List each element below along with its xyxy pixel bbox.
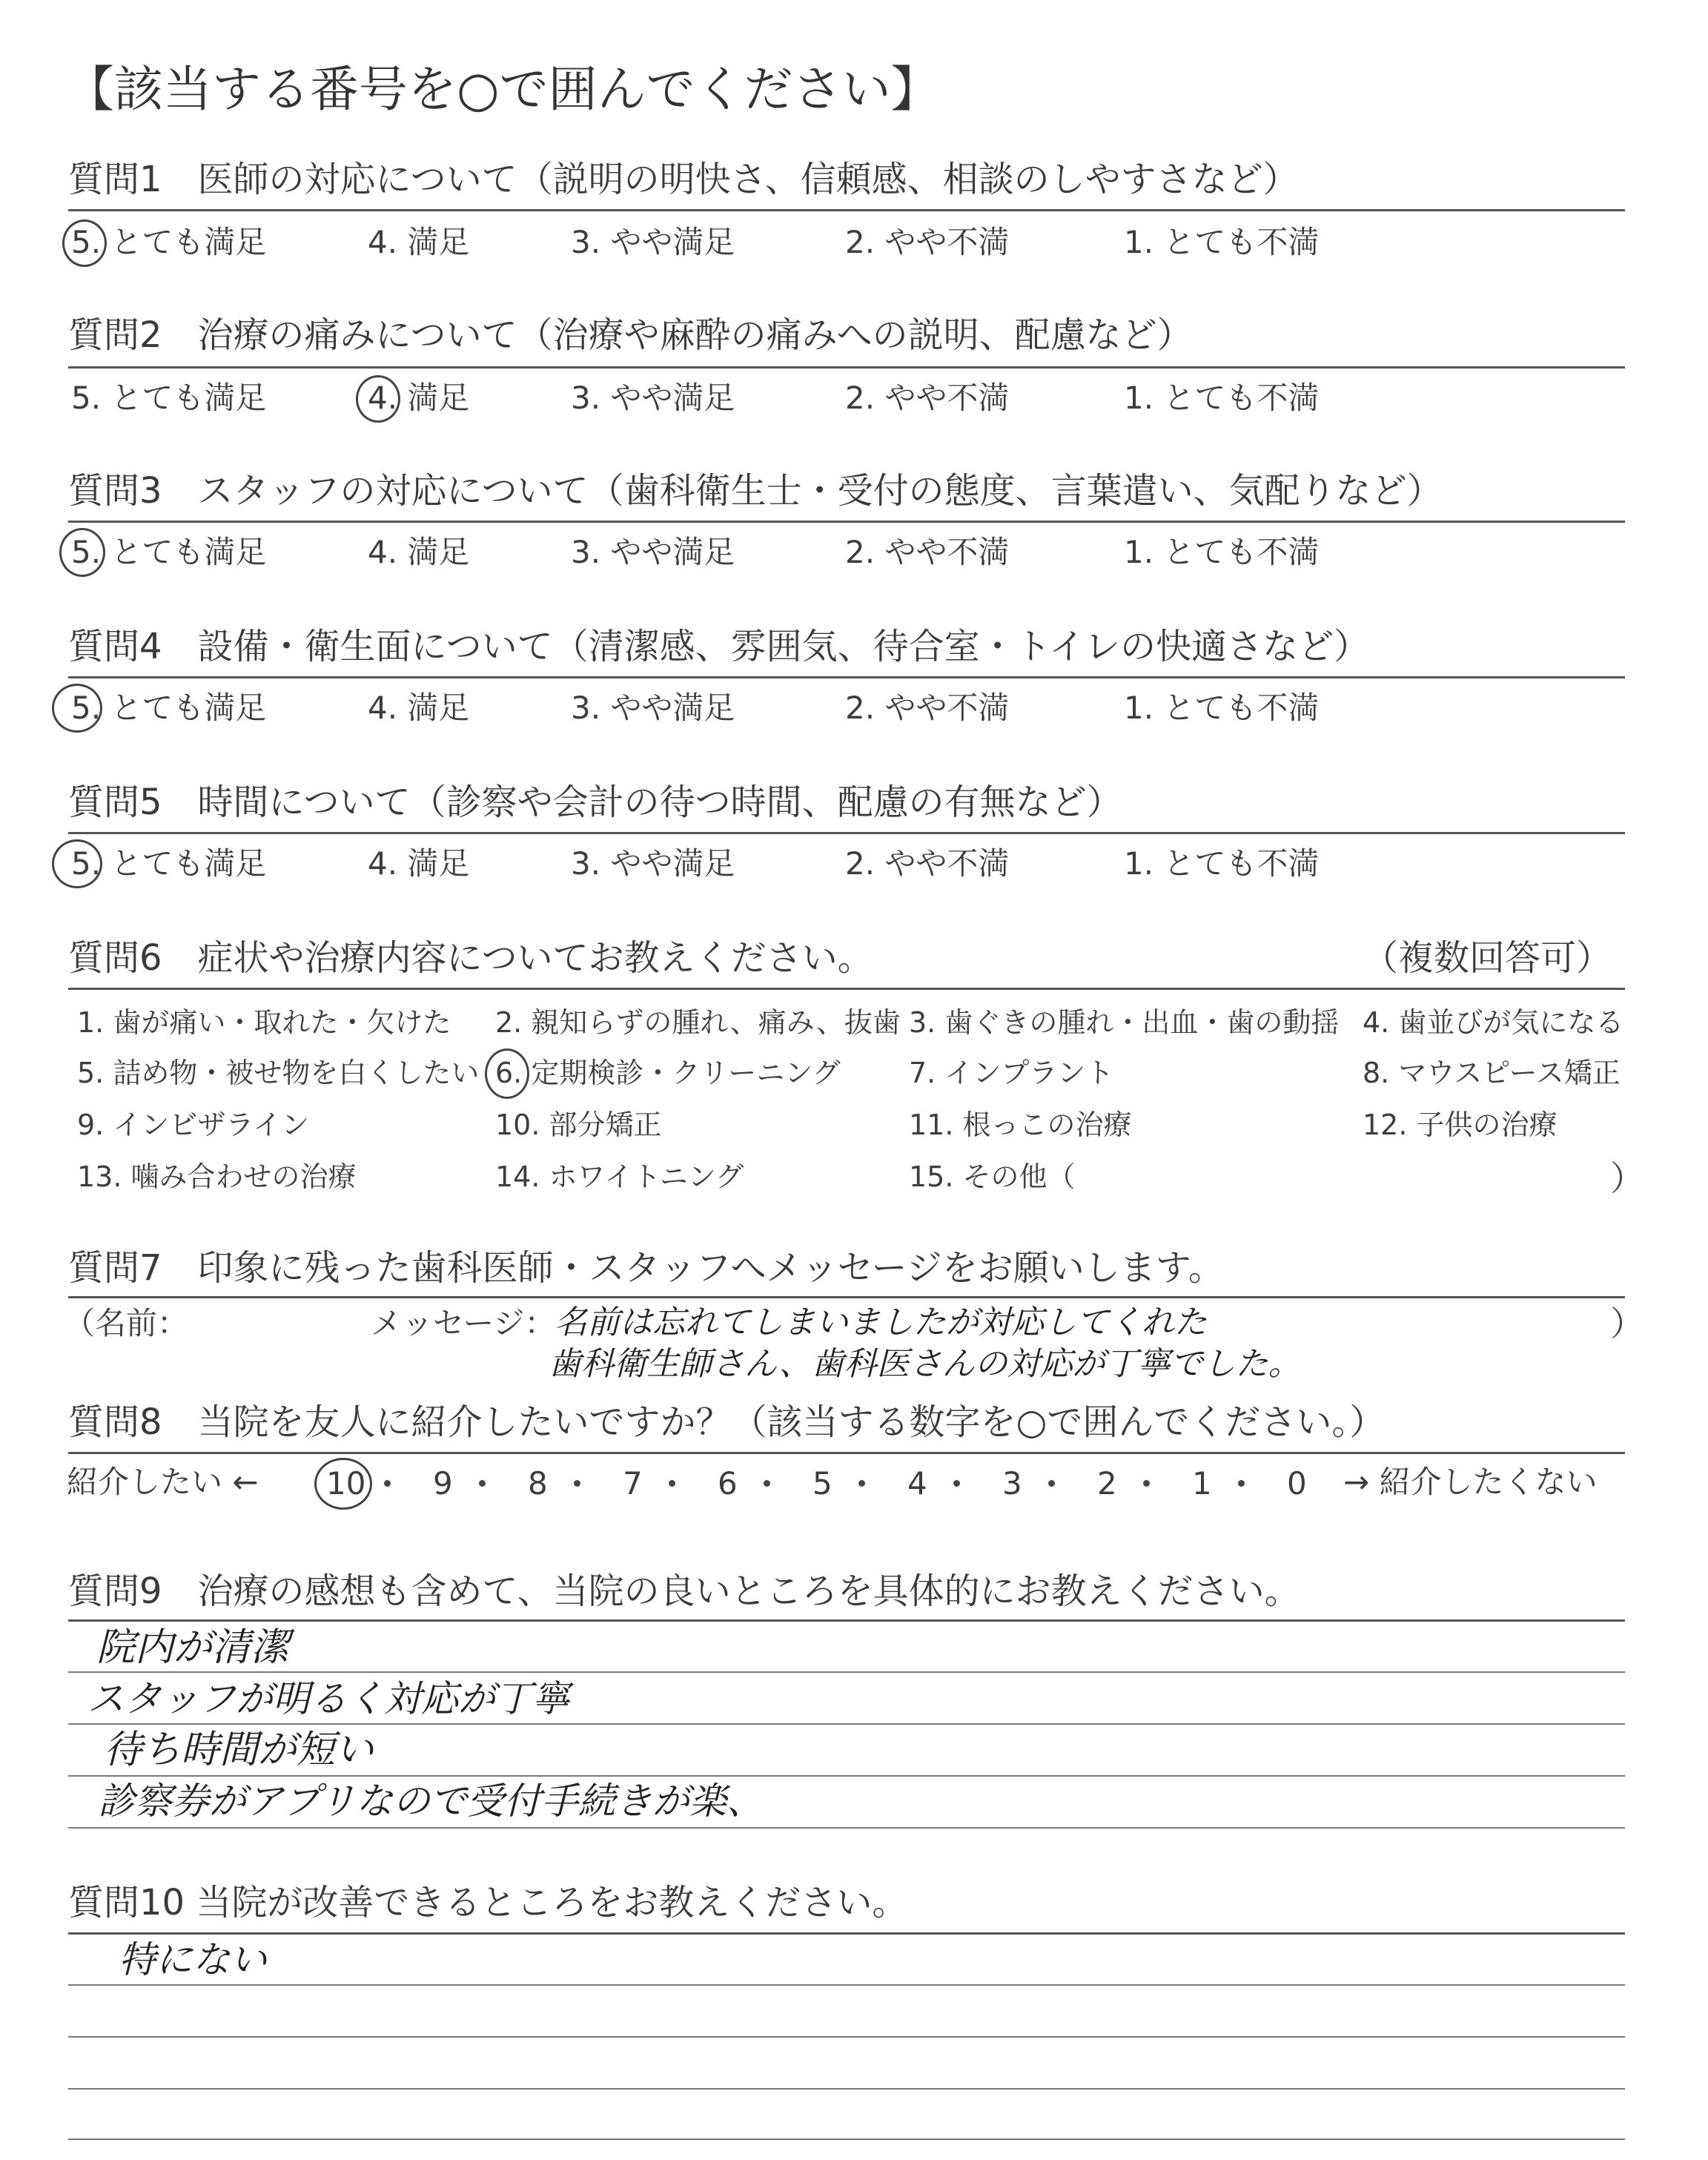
q4-option-4[interactable]: 4. 満足 <box>368 690 470 726</box>
divider <box>68 832 1625 834</box>
recommend-score-0[interactable]: 0 <box>1287 1465 1307 1502</box>
recommend-left-label: 紹介したい ← <box>67 1464 259 1500</box>
q1-option-3[interactable]: 3. やや満足 <box>571 224 735 260</box>
q6-option-15[interactable]: 15. その他（ <box>909 1160 1076 1193</box>
message-close-paren: ） <box>1610 1304 1644 1344</box>
selection-circle <box>485 1048 529 1099</box>
selection-circle <box>52 684 102 733</box>
divider <box>68 676 1625 678</box>
recommend-score-10[interactable]: 10 <box>326 1465 366 1502</box>
q9-answer-4: 診察券がアプリなので受付手続きが楽、 <box>98 1780 764 1823</box>
recommend-score-1[interactable]: 1 <box>1192 1465 1212 1502</box>
scale-separator-dot <box>1143 1480 1150 1487</box>
q5-option-3[interactable]: 3. やや満足 <box>571 845 735 882</box>
question-1-title: 質問1 医師の対応について（説明の明快さ、信頼感、相談のしやすさなど） <box>68 159 1299 200</box>
q6-option-9[interactable]: 9. インビザライン <box>77 1109 310 1141</box>
q9-answer-3: 待ち時間が短い <box>104 1728 374 1772</box>
q5-option-1[interactable]: 1. とても不満 <box>1124 845 1320 882</box>
question-2-title: 質問2 治療の痛みについて（治療や麻酔の痛みへの説明、配慮など） <box>68 314 1193 356</box>
instruction-heading: 【該当する番号を○で囲んでください】 <box>65 61 940 118</box>
handwritten-message-line-1: 名前は忘れてしまいましたが対応してくれた <box>555 1304 1207 1341</box>
question-7-title: 質問7 印象に残った歯科医師・スタッフへメッセージをお願いします。 <box>68 1247 1224 1289</box>
scale-separator-dot <box>953 1480 960 1487</box>
q6-option-5[interactable]: 5. 詰め物・被せ物を白くしたい <box>77 1057 480 1089</box>
q4-option-3[interactable]: 3. やや満足 <box>571 690 735 726</box>
q6-option-3[interactable]: 3. 歯ぐきの腫れ・出血・歯の動揺 <box>909 1006 1340 1039</box>
question-10-title: 質問10 当院が改善できるところをお教えください。 <box>68 1882 908 1923</box>
scale-separator-dot <box>384 1480 391 1487</box>
answer-line <box>68 1723 1625 1725</box>
question-3-title: 質問3 スタッフの対応について（歯科衛生士・受付の態度、言葉遣い、気配りなど） <box>68 470 1443 512</box>
selection-circle <box>52 839 102 888</box>
divider <box>68 366 1625 369</box>
handwritten-message-line-2: 歯科衛生師さん、歯科医さんの対応が丁寧でした。 <box>549 1345 1301 1383</box>
q6-option-8[interactable]: 8. マウスピース矯正 <box>1363 1057 1621 1089</box>
recommend-score-5[interactable]: 5 <box>812 1465 833 1502</box>
q3-option-2[interactable]: 2. やや不満 <box>845 534 1010 570</box>
selection-circle <box>59 528 105 577</box>
q1-option-2[interactable]: 2. やや不満 <box>845 224 1010 260</box>
answer-line <box>68 1984 1625 1986</box>
divider <box>68 521 1625 523</box>
q6-option-11[interactable]: 11. 根っこの治療 <box>909 1109 1132 1141</box>
q3-option-4[interactable]: 4. 満足 <box>368 534 470 570</box>
recommend-score-9[interactable]: 9 <box>433 1465 453 1502</box>
q4-option-1[interactable]: 1. とても不満 <box>1124 690 1320 726</box>
q6-option-14[interactable]: 14. ホワイトニング <box>495 1160 744 1193</box>
answer-line <box>68 2036 1625 2038</box>
question-6-title: 質問6 症状や治療内容についてお教えください。 <box>68 937 873 979</box>
q9-answer-1: 院内が清潔 <box>96 1625 290 1670</box>
scale-separator-dot <box>1238 1480 1245 1487</box>
q1-option-1[interactable]: 1. とても不満 <box>1124 224 1320 260</box>
q6-option-1[interactable]: 1. 歯が痛い・取れた・欠けた <box>77 1006 451 1039</box>
recommend-score-7[interactable]: 7 <box>623 1465 643 1502</box>
answer-line <box>68 1775 1625 1777</box>
q10-answer-1: 特にない <box>119 1938 267 1981</box>
recommend-right-label: → 紹介したくない <box>1343 1464 1598 1500</box>
scale-separator-dot <box>479 1480 486 1487</box>
divider <box>68 209 1625 211</box>
question-8-title: 質問8 当院を友人に紹介したいですか？（該当する数字を○で囲んでください。） <box>68 1401 1386 1443</box>
q5-option-2[interactable]: 2. やや不満 <box>845 845 1010 882</box>
q9-answer-2: スタッフが明るく対応が丁寧 <box>87 1677 569 1720</box>
q3-option-5[interactable]: 5. とても満足 <box>71 534 267 570</box>
q6-option-13[interactable]: 13. 噛み合わせの治療 <box>77 1160 357 1193</box>
divider <box>68 1296 1625 1298</box>
q3-option-3[interactable]: 3. やや満足 <box>571 534 735 570</box>
answer-line <box>68 1671 1625 1673</box>
q6-option-7[interactable]: 7. インプラント <box>909 1057 1114 1089</box>
other-close-paren: ） <box>1610 1158 1644 1198</box>
q1-option-5[interactable]: 5. とても満足 <box>71 224 267 260</box>
scale-separator-dot <box>669 1480 675 1487</box>
q6-option-6[interactable]: 6. 定期検診・クリーニング <box>495 1057 841 1089</box>
divider <box>68 1932 1625 1935</box>
divider <box>68 1452 1625 1454</box>
q4-option-5[interactable]: 5. とても満足 <box>71 690 267 726</box>
q2-option-3[interactable]: 3. やや満足 <box>571 380 735 416</box>
question-9-title: 質問9 治療の感想も含めて、当院の良いところを具体的にお教えください。 <box>68 1571 1300 1612</box>
recommend-score-4[interactable]: 4 <box>907 1465 927 1502</box>
q2-option-5[interactable]: 5. とても満足 <box>71 380 267 416</box>
selection-circle <box>356 375 400 423</box>
q2-option-1[interactable]: 1. とても不満 <box>1124 380 1320 416</box>
q6-option-12[interactable]: 12. 子供の治療 <box>1363 1109 1558 1141</box>
scale-separator-dot <box>1048 1480 1055 1487</box>
recommend-score-3[interactable]: 3 <box>1002 1465 1022 1502</box>
answer-line <box>68 1827 1625 1829</box>
q2-option-4[interactable]: 4. 満足 <box>368 380 470 416</box>
q1-option-4[interactable]: 4. 満足 <box>368 224 470 260</box>
q4-option-2[interactable]: 2. やや不満 <box>845 690 1010 726</box>
q6-option-4[interactable]: 4. 歯並びが気になる <box>1363 1006 1624 1039</box>
question-4-title: 質問4 設備・衛生面について（清潔感、雰囲気、待合室・トイレの快適さなど） <box>68 626 1370 667</box>
recommend-score-2[interactable]: 2 <box>1097 1465 1117 1502</box>
divider <box>68 988 1625 990</box>
answer-line <box>68 2138 1625 2140</box>
question-5-title: 質問5 時間について（診察や会計の待つ時間、配慮の有無など） <box>68 782 1122 823</box>
q2-option-2[interactable]: 2. やや不満 <box>845 380 1010 416</box>
q3-option-1[interactable]: 1. とても不満 <box>1124 534 1320 570</box>
answer-line <box>68 2088 1625 2090</box>
scale-separator-dot <box>858 1480 865 1487</box>
recommend-score-6[interactable]: 6 <box>718 1465 738 1502</box>
message-label: メッセージ： <box>371 1305 556 1341</box>
selection-circle <box>62 219 107 267</box>
q6-option-2[interactable]: 2. 親知らずの腫れ、痛み、抜歯 <box>495 1006 901 1039</box>
multiple-answers-note: （複数回答可） <box>1363 937 1612 979</box>
scale-separator-dot <box>764 1480 770 1487</box>
name-label: （名前： <box>64 1305 189 1341</box>
recommend-score-8[interactable]: 8 <box>528 1465 548 1502</box>
selection-circle <box>314 1458 372 1510</box>
scale-separator-dot <box>574 1480 580 1487</box>
q5-option-4[interactable]: 4. 満足 <box>368 845 470 882</box>
q6-option-10[interactable]: 10. 部分矯正 <box>495 1109 662 1141</box>
divider <box>68 1619 1625 1622</box>
q5-option-5[interactable]: 5. とても満足 <box>71 845 267 882</box>
